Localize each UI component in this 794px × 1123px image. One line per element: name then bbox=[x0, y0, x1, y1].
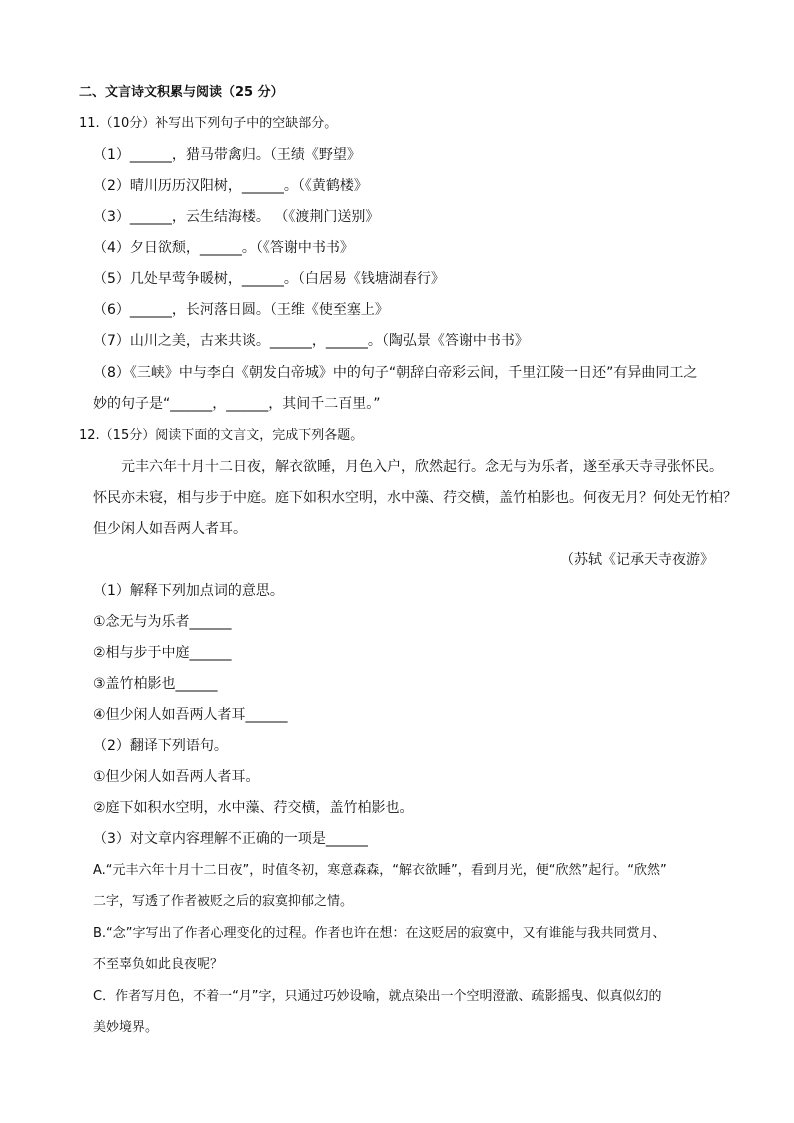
option-a-cont: 二字，写透了作者被贬之后的寂寞抑郁之情。 bbox=[93, 894, 354, 909]
sub1-item-2: ②相与步于中庭______ bbox=[93, 645, 232, 661]
option-c-cont: 美妙境界。 bbox=[93, 1020, 159, 1035]
sub2-item-1: ①但少闲人如吾两人者耳。 bbox=[93, 769, 260, 785]
option-c: C．作者写月色，不着一“月”字，只通过巧妙设喻，就点染出一个空明澄澈、疏影摇曳、似真似幻的 bbox=[93, 989, 662, 1004]
option-b: B.“念”字写出了作者心理变化的过程。作者也许在想：在这贬居的寂寞中，又有谁能与我共同赏月、 bbox=[93, 926, 666, 941]
option-b-cont: 不至辜负如此良夜呢？ bbox=[93, 957, 224, 972]
section-title: 二、文言诗文积累与阅读（25 分） bbox=[79, 85, 284, 100]
sub2-item-2: ②庭下如积水空明，水中藻、荇交横，盖竹柏影也。 bbox=[93, 800, 414, 816]
q11-item-2: （2）晴川历历汉阳树，______。（《黄鹤楼》 bbox=[93, 178, 368, 194]
q11-item-1: （1）______，猎马带禽归。（王绩《野望》 bbox=[93, 147, 361, 163]
q11-header: 11.（10分）补写出下列句子中的空缺部分。 bbox=[79, 116, 338, 131]
sub1-prompt: （1）解释下列加点词的意思。 bbox=[93, 583, 284, 599]
passage-line-3: 但少闲人如吾两人者耳。 bbox=[93, 521, 247, 537]
sub3-prompt: （3）对文章内容理解不正确的一项是______ bbox=[93, 831, 368, 847]
option-a: A.“元丰六年十月十二日夜”，时值冬初，寒意森森，“解衣欲睡”，看到月光，便“欣然”起行。“欣然” bbox=[93, 863, 667, 878]
q11-item-7: （7）山川之美，古来共谈。______，______。（陶弘景《答谢中书书》 bbox=[93, 333, 529, 349]
q11-item-8-cont: 妙的句子是“______，______，其间千二百里。” bbox=[93, 396, 381, 412]
q11-item-4: （4）夕日欲颓，______。（《答谢中书书》 bbox=[93, 240, 354, 256]
sub1-item-4: ④但少闲人如吾两人者耳______ bbox=[93, 707, 288, 723]
sub1-item-3: ③盖竹柏影也______ bbox=[93, 676, 218, 692]
sub1-item-1: ①念无与为乐者______ bbox=[93, 614, 232, 630]
passage-line-2: 怀民亦未寝，相与步于中庭。庭下如积水空明，水中藻、荇交横，盖竹柏影也。何夜无月？何处无竹柏？ bbox=[93, 490, 737, 506]
q11-item-6: （6）______，长河落日圆。（王维《使至塞上》 bbox=[93, 302, 389, 318]
sub2-prompt: （2）翻译下列语句。 bbox=[93, 738, 228, 754]
q11-item-8: （8）《三峡》中与李白《朝发白帝城》中的句子“朝辞白帝彩云间，千里江陵一日还”有异曲同工之 bbox=[93, 365, 698, 381]
q11-item-5: （5）几处早莺争暖树，______。（白居易《钱塘湖春行》 bbox=[93, 271, 445, 287]
q11-item-3: （3）______，云生结海楼。 （《渡荆门送别》 bbox=[93, 209, 380, 225]
passage-line-1: 元丰六年十月十二日夜，解衣欲睡，月色入户，欣然起行。念无与为乐者，遂至承天寺寻张怀民。 bbox=[121, 459, 723, 475]
q12-header: 12.（15分）阅读下面的文言文，完成下列各题。 bbox=[79, 428, 364, 443]
passage-source: （苏轼《记承天寺夜游》 bbox=[560, 552, 714, 568]
